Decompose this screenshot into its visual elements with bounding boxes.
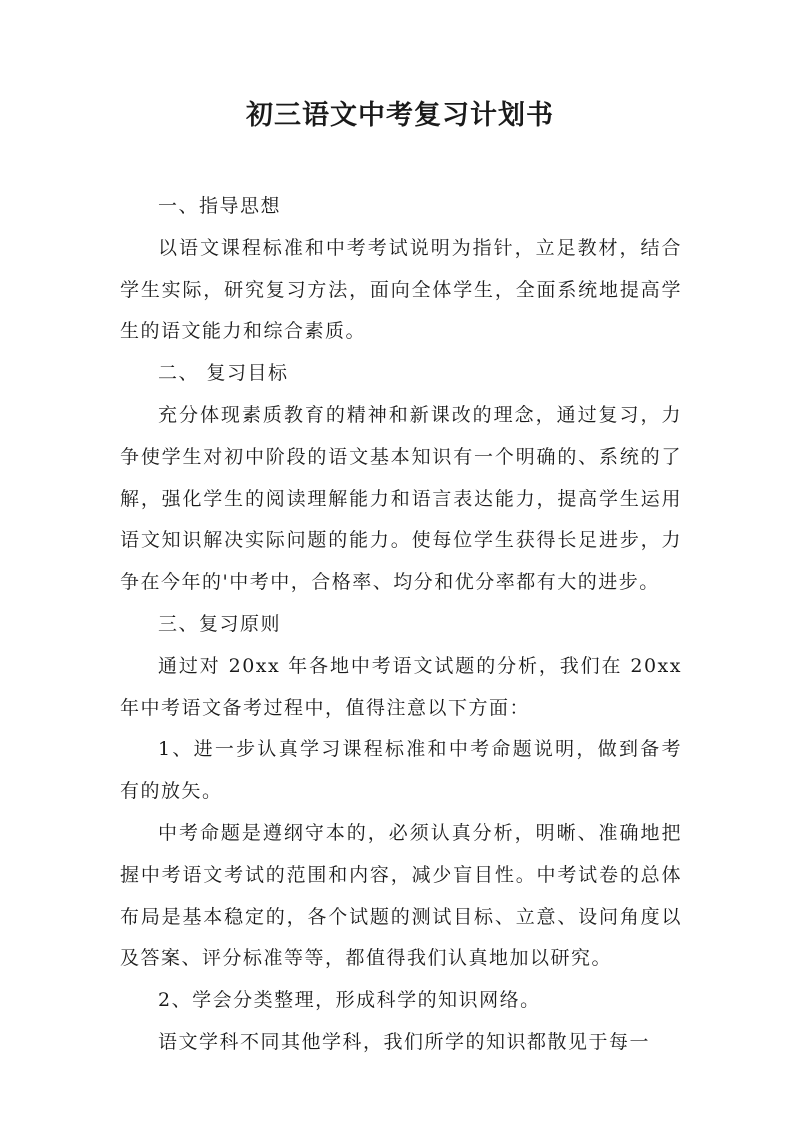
paragraph-point-1: 1、进一步认真学习课程标准和中考命题说明，做到备考有的放矢。 bbox=[120, 738, 682, 803]
paragraph-point-1-detail: 中考命题是遵纲守本的，必须认真分析，明晰、准确地把握中考语文考试的范围和内容，减少盲目性。中考试卷的总体布局是基本稳定的，各个试题的测试目标、立意、设问角度以及答案、评分标准等等，都值得我们认真地加以研究。 bbox=[120, 821, 682, 970]
paragraph-review-goals: 充分体现素质教育的精神和新课改的理念，通过复习，力争使学生对初中阶段的语文基本知识有一个明确的、系统的了解，强化学生的阅读理解能力和语言表达能力，提高学生运用语文知识解决实际问题的能力。使每位学生获得长足进步，力争在今年的'中考中，合格率、均分和优分率都有大的进步。 bbox=[120, 403, 682, 594]
section-heading-guiding-ideology: 一、指导思想 bbox=[158, 195, 282, 217]
document-title: 初三语文中考复习计划书 bbox=[246, 100, 554, 131]
paragraph-exam-analysis: 通过对 20xx 年各地中考语文试题的分析，我们在 20xx 年中考语文备考过程中，值得注意以下方面： bbox=[120, 654, 682, 719]
paragraph-point-2-detail: 语文学科不同其他学科，我们所学的知识都散见于每一 bbox=[158, 1030, 651, 1053]
paragraph-point-2: 2、学会分类整理，形成科学的知识网络。 bbox=[158, 989, 541, 1012]
document-body bbox=[120, 186, 682, 1064]
section-heading-review-goals: 二、 复习目标 bbox=[158, 362, 289, 385]
section-heading-review-principles: 三、复习原则 bbox=[158, 612, 282, 635]
paragraph-guiding-ideology: 以语文课程标准和中考考试说明为指针，立足教材，结合学生实际，研究复习方法，面向全体学生，全面系统地提高学生的语文能力和综合素质。 bbox=[120, 236, 682, 343]
